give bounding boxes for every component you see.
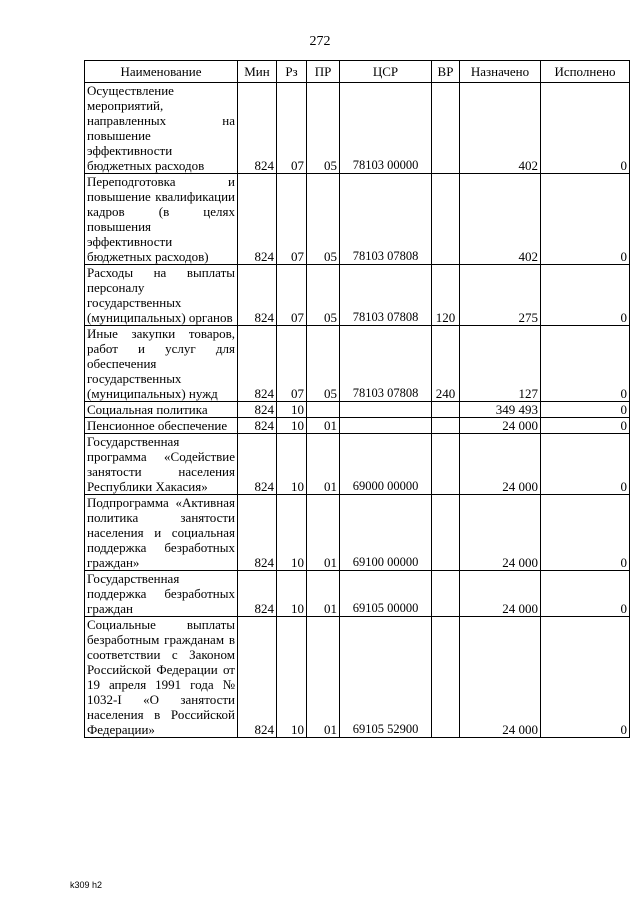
cell-vr: 120 <box>432 265 460 326</box>
header-csr: ЦСР <box>340 61 432 83</box>
table-header-row <box>85 61 630 83</box>
cell-assigned: 275 <box>460 265 541 326</box>
cell-vr <box>432 617 460 738</box>
table-row <box>85 434 630 495</box>
cell-assigned: 127 <box>460 326 541 402</box>
cell-rz: 10 <box>277 402 307 418</box>
cell-csr <box>340 402 432 418</box>
cell-executed: 0 <box>541 418 630 434</box>
cell-vr <box>432 495 460 571</box>
table-row <box>85 402 630 418</box>
cell-rz: 10 <box>277 418 307 434</box>
table-row <box>85 617 630 738</box>
cell-csr: 69105 00000 <box>340 571 432 617</box>
cell-rz: 10 <box>277 571 307 617</box>
cell-name: Социальные выплаты безработным гражданам в соответствии с Законом Российской Федерации от 19 апреля 1991 года № 1032-I «О занятости населения в Российской Федерации» <box>85 617 238 738</box>
cell-name: Государственная программа «Содействие занятости населения Республики Хакасия» <box>85 434 238 495</box>
cell-name: Иные закупки товаров, работ и услуг для обеспечения государственных (муниципальных) нужд <box>85 326 238 402</box>
cell-csr: 78103 07808 <box>340 326 432 402</box>
cell-min: 824 <box>238 402 277 418</box>
table-row <box>85 83 630 174</box>
cell-min: 824 <box>238 174 277 265</box>
cell-name: Подпрограмма «Активная политика занятости населения и социальная поддержка безработных граждан» <box>85 495 238 571</box>
cell-csr: 69000 00000 <box>340 434 432 495</box>
cell-rz: 10 <box>277 617 307 738</box>
cell-vr <box>432 83 460 174</box>
cell-pr: 05 <box>307 326 340 402</box>
cell-assigned: 24 000 <box>460 617 541 738</box>
cell-csr: 78103 07808 <box>340 265 432 326</box>
cell-executed: 0 <box>541 571 630 617</box>
cell-vr <box>432 402 460 418</box>
cell-assigned: 24 000 <box>460 495 541 571</box>
cell-assigned: 402 <box>460 83 541 174</box>
cell-executed: 0 <box>541 402 630 418</box>
header-name: Наименование <box>85 61 238 83</box>
table-row <box>85 265 630 326</box>
cell-min: 824 <box>238 418 277 434</box>
header-pr: ПР <box>307 61 340 83</box>
cell-pr <box>307 402 340 418</box>
cell-min: 824 <box>238 495 277 571</box>
cell-pr: 01 <box>307 434 340 495</box>
cell-rz: 07 <box>277 326 307 402</box>
cell-assigned: 24 000 <box>460 571 541 617</box>
table-row <box>85 326 630 402</box>
table-row <box>85 174 630 265</box>
table-row <box>85 418 630 434</box>
cell-name: Расходы на выплаты персоналу государственных (муниципальных) органов <box>85 265 238 326</box>
cell-min: 824 <box>238 571 277 617</box>
cell-name: Пенсионное обеспечение <box>85 418 238 434</box>
header-min: Мин <box>238 61 277 83</box>
cell-rz: 07 <box>277 265 307 326</box>
cell-vr <box>432 174 460 265</box>
cell-vr: 240 <box>432 326 460 402</box>
cell-csr: 69105 52900 <box>340 617 432 738</box>
header-assigned: Назначено <box>460 61 541 83</box>
cell-rz: 10 <box>277 495 307 571</box>
cell-vr <box>432 418 460 434</box>
page-number: 272 <box>309 34 331 49</box>
cell-executed: 0 <box>541 265 630 326</box>
cell-executed: 0 <box>541 617 630 738</box>
cell-min: 824 <box>238 434 277 495</box>
cell-name: Переподготовка и повышение квалификации кадров (в целях повышения эффективности бюджетных расходов) <box>85 174 238 265</box>
header-rz: Рз <box>277 61 307 83</box>
header-executed: Исполнено <box>541 61 630 83</box>
cell-pr: 05 <box>307 265 340 326</box>
cell-pr: 01 <box>307 617 340 738</box>
cell-pr: 05 <box>307 174 340 265</box>
table-row <box>85 495 630 571</box>
cell-rz: 07 <box>277 174 307 265</box>
cell-executed: 0 <box>541 434 630 495</box>
cell-executed: 0 <box>541 174 630 265</box>
cell-csr: 69100 00000 <box>340 495 432 571</box>
cell-min: 824 <box>238 617 277 738</box>
cell-csr: 78103 07808 <box>340 174 432 265</box>
cell-pr: 01 <box>307 495 340 571</box>
cell-name: Осуществление мероприятий, направленных на повышение эффективности бюджетных расходов <box>85 83 238 174</box>
table-body <box>85 83 630 738</box>
cell-min: 824 <box>238 83 277 174</box>
table-row <box>85 571 630 617</box>
cell-min: 824 <box>238 326 277 402</box>
cell-executed: 0 <box>541 83 630 174</box>
cell-executed: 0 <box>541 495 630 571</box>
cell-vr <box>432 434 460 495</box>
cell-assigned: 24 000 <box>460 418 541 434</box>
footer-code: k309 h2 <box>70 880 103 890</box>
cell-rz: 07 <box>277 83 307 174</box>
cell-executed: 0 <box>541 326 630 402</box>
cell-name: Государственная поддержка безработных граждан <box>85 571 238 617</box>
cell-pr: 01 <box>307 418 340 434</box>
cell-pr: 01 <box>307 571 340 617</box>
budget-table <box>84 60 630 738</box>
cell-vr <box>432 571 460 617</box>
cell-min: 824 <box>238 265 277 326</box>
cell-assigned: 24 000 <box>460 434 541 495</box>
cell-assigned: 402 <box>460 174 541 265</box>
cell-name: Социальная политика <box>85 402 238 418</box>
cell-rz: 10 <box>277 434 307 495</box>
cell-pr: 05 <box>307 83 340 174</box>
cell-csr <box>340 418 432 434</box>
cell-assigned: 349 493 <box>460 402 541 418</box>
header-vr: ВР <box>432 61 460 83</box>
cell-csr: 78103 00000 <box>340 83 432 174</box>
